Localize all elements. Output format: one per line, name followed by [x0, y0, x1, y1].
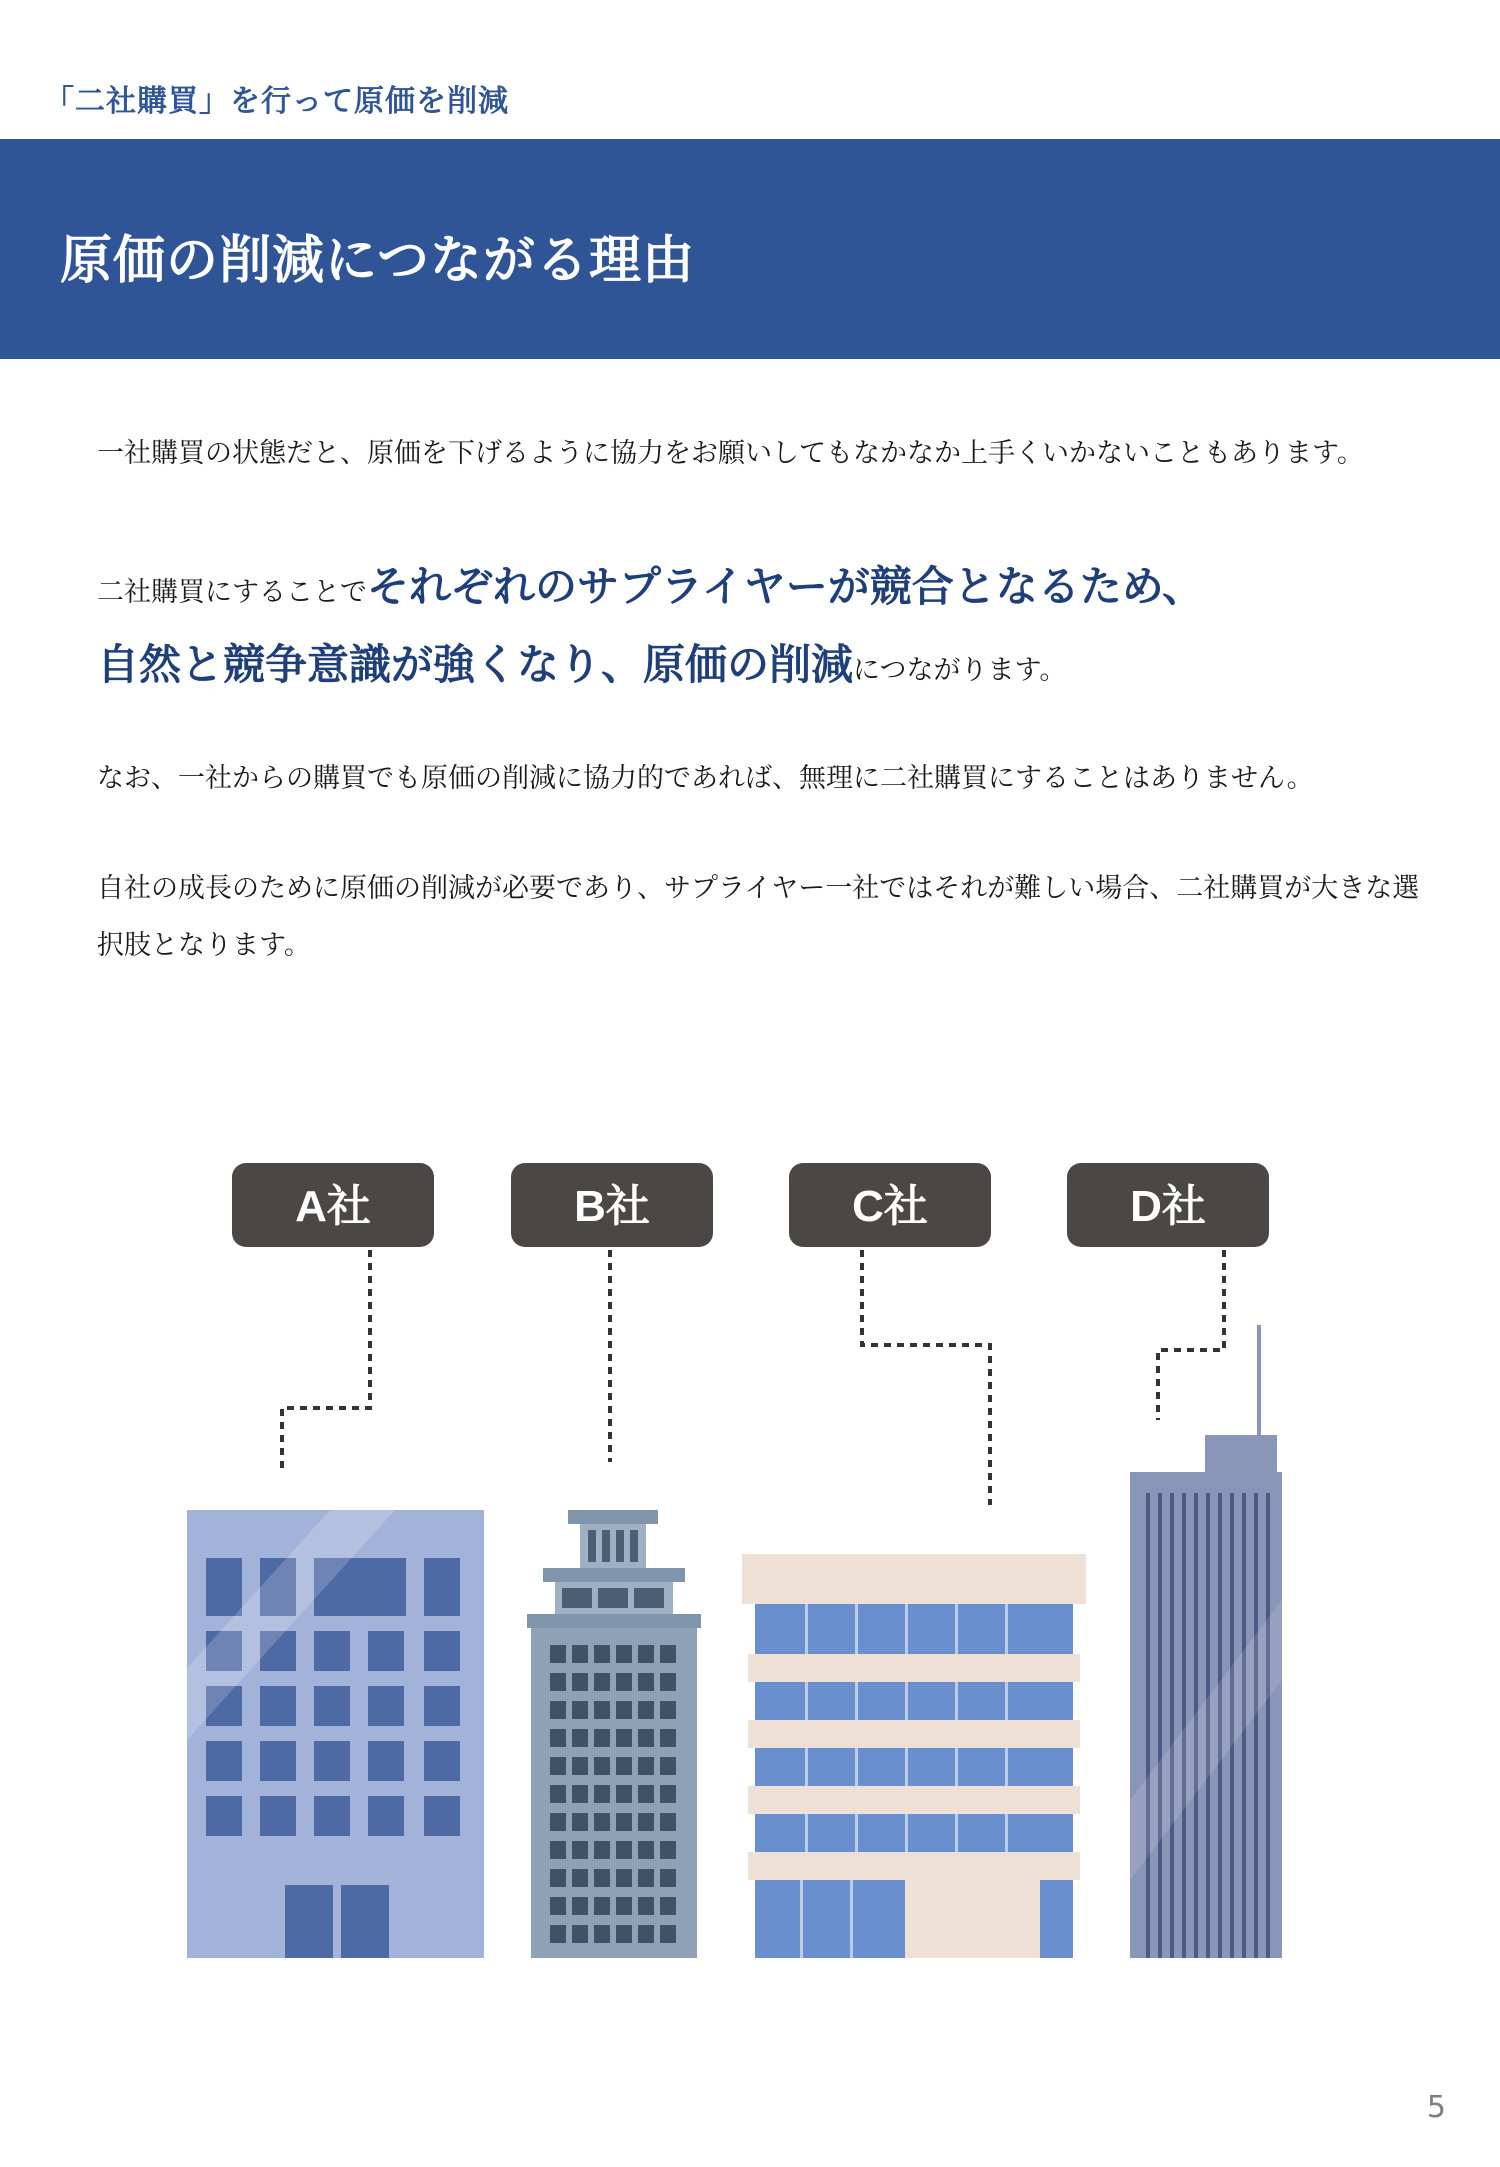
- building-c: [742, 1554, 1086, 1958]
- building-a: [187, 1510, 484, 1958]
- connector-d: [1158, 1250, 1224, 1420]
- paragraph-note: なお、一社からの購買でも原価の削減に協力的であれば、無理に二社購買にすることはありません。: [97, 763, 1314, 794]
- paragraph-intro: 一社購買の状態だと、原価を下げるように協力をお願いしてもなかなか上手くいかないこともあります。: [97, 438, 1364, 469]
- company-label-c-text: C社: [852, 1182, 928, 1231]
- connector-a: [282, 1250, 370, 1468]
- emphasis-line-2: [97, 626, 1427, 704]
- company-label-b: [511, 1163, 713, 1247]
- page-title: 原価の削減につながる理由: [60, 231, 695, 291]
- emphasis-block: [97, 548, 1427, 704]
- buildings-illustration: [0, 1140, 1500, 1980]
- company-label-a: [232, 1163, 434, 1247]
- connector-c: [862, 1250, 990, 1505]
- company-label-d-text: D社: [1130, 1182, 1206, 1231]
- page-number: 5: [1426, 2090, 1446, 2125]
- building-b: [527, 1510, 701, 1958]
- building-d: [1130, 1325, 1282, 1958]
- company-label-b-text: B社: [574, 1182, 650, 1231]
- emphasis-line-2-strong: 自然と競争意識が強くなり、原価の削減: [97, 640, 854, 689]
- emphasis-line-1-normal: 二社購買にすることで: [97, 577, 367, 608]
- section-label: 「二社購買」を行って原価を削減: [44, 84, 509, 119]
- emphasis-line-1-strong: それぞれのサプライヤーが競合となるため、: [367, 562, 1205, 611]
- company-label-d: [1067, 1163, 1269, 1247]
- company-label-a-text: A社: [295, 1182, 371, 1231]
- emphasis-line-2-normal: につながります。: [853, 655, 1067, 686]
- company-label-c: [789, 1163, 991, 1247]
- paragraph-conclusion: 自社の成長のために原価の削減が必要であり、サプライヤー一社ではそれが難しい場合、二社購買が大きな選択肢となります。: [97, 873, 1420, 961]
- emphasis-line-1: [97, 548, 1427, 626]
